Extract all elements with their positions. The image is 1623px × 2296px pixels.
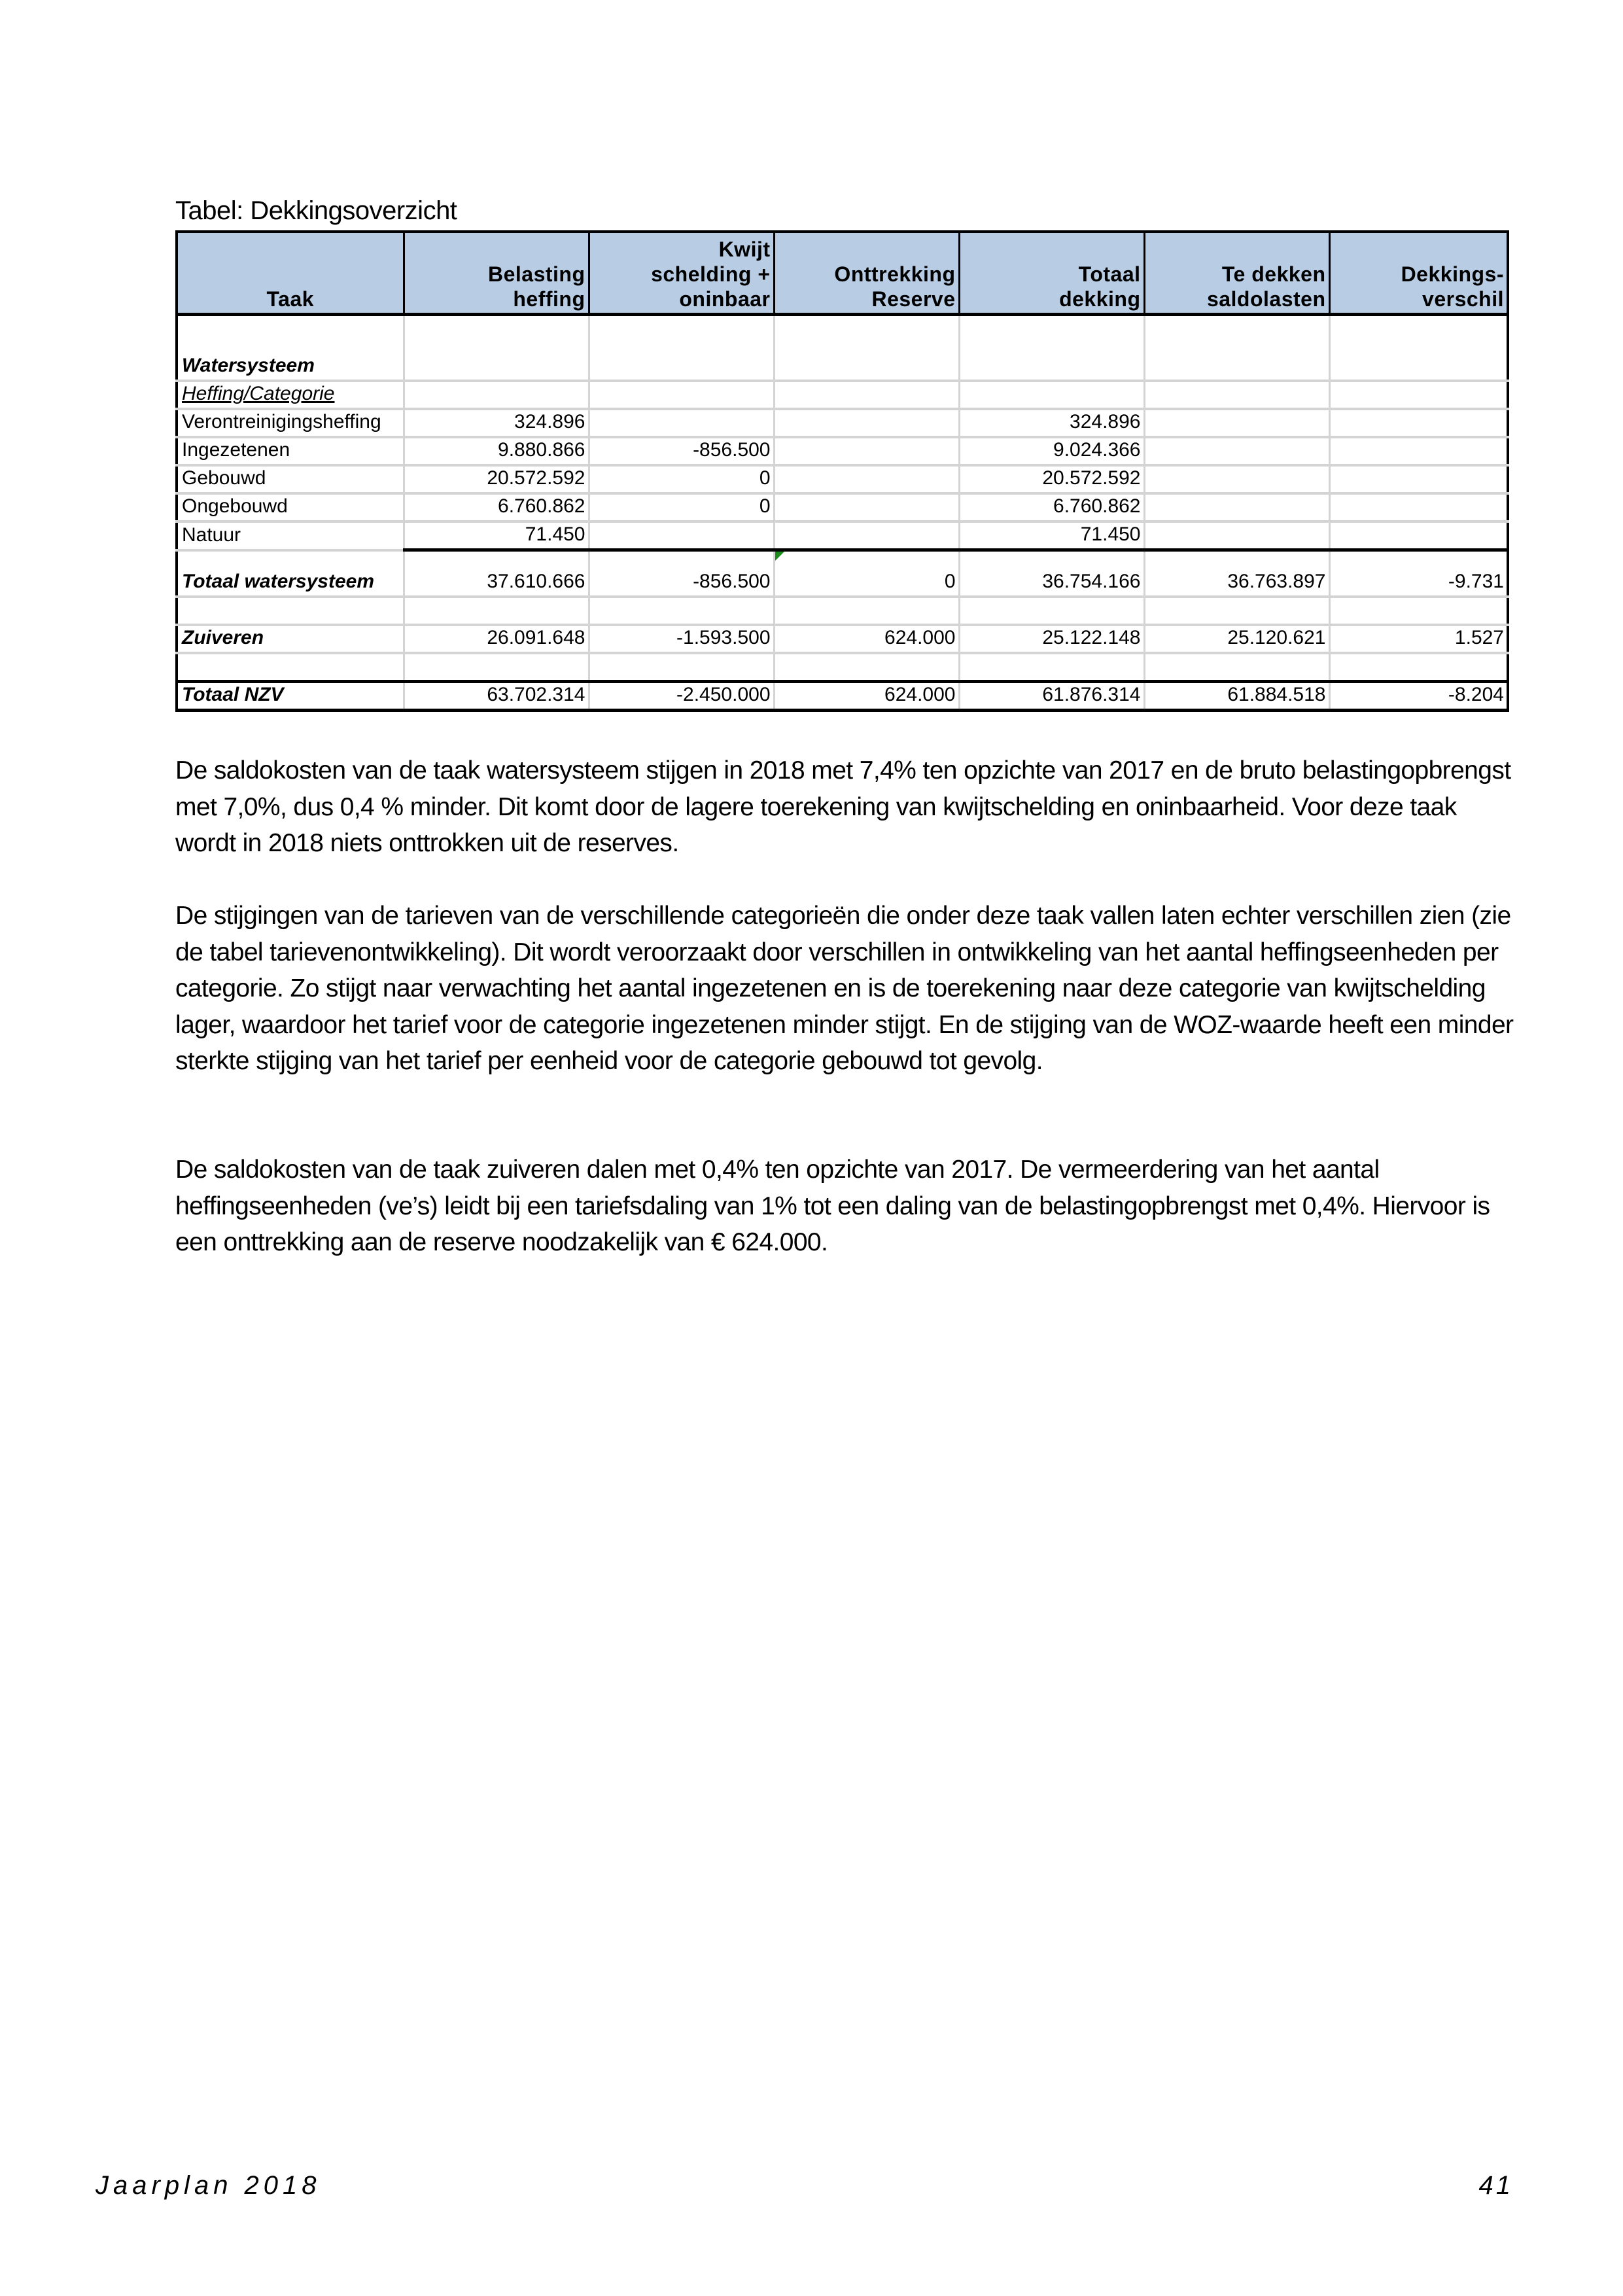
footer-title: Jaarplan 2018 (96, 2171, 321, 2200)
error-indicator-icon (775, 552, 784, 561)
section-row-watersysteem (177, 315, 1508, 381)
header-dekkingsverschil: Dekkings- verschil (1329, 232, 1508, 315)
header-taak: Taak (177, 232, 404, 315)
table-caption: Tabel: Dekkingsoverzicht (175, 196, 457, 225)
row-zuiveren: Zuiveren 26.091.648 -1.593.500 624.000 25.122.148 25.120.621 1.527 (177, 625, 1508, 653)
total-row-watersysteem: Totaal watersysteem 37.610.666 -856.500 0 36.754.166 36.763.897 -9.731 (177, 550, 1508, 597)
table-row: Ongebouwd 6.760.862 0 6.760.862 (177, 493, 1508, 521)
header-belasting: Belasting heffing (404, 232, 589, 315)
table-row: Gebouwd 20.572.592 0 20.572.592 (177, 465, 1508, 493)
header-totaal-dekking: Totaal dekking (959, 232, 1144, 315)
table-row: Verontreinigingsheffing 324.896 324.896 (177, 409, 1508, 437)
total-row-nzv: Totaal NZV 63.702.314 -2.450.000 624.000 61.876.314 61.884.518 -8.204 (177, 682, 1508, 711)
onttrekking-cell-with-error-indicator: 0 (774, 550, 959, 597)
section-label: Watersysteem (177, 315, 404, 381)
paragraph-zuiveren: De saldokosten van de taak zuiveren dalen met 0,4% ten opzichte van 2017. De vermeerdering van het aantal heffingseenheden (ve’s) leidt bij een tariefsdaling van 1% tot een daling van de belastingopbrengst met 0,4%. Hiervoor is een onttrekking aan de reserve noodzakelijk van € 624.000. (175, 1156, 1490, 1256)
paragraph-watersysteem: De saldokosten van de taak watersysteem stijgen in 2018 met 7,4% ten opzichte van 2017 en de bruto belastingopbrengst met 7,0%, dus 0,4 % minder. Dit komt door de lagere toerekening van kwijtschelding en oninbaarheid. Voor deze taak wordt in 2018 niets onttrokken uit de reserves. (175, 756, 1511, 857)
page-number: 41 (1478, 2171, 1513, 2200)
coverage-table (175, 230, 1509, 712)
paragraph-tarieven: De stijgingen van de tarieven van de verschillende categorieën die onder deze taak vallen laten echter verschillen zien (zie de tabel tarievenontwikkeling). Dit wordt veroorzaakt door verschillen in ontwikkeling van het aantal heffingseenheden per categorie. Zo stijgt naar verwachting het aantal ingezetenen en is de toerekening naar deze categorie van kwijtschelding lager, waardoor het tarief voor de categorie ingezetenen minder stijgt. En de stijging van de WOZ-waarde heeft een minder sterkte stijging van het tarief per eenheid voor de categorie gebouwd tot gevolg. (175, 902, 1514, 1075)
spacer-row (177, 597, 1508, 625)
subheader-row (177, 381, 1508, 409)
table-row: Ingezetenen 9.880.866 -856.500 9.024.366 (177, 437, 1508, 465)
subheader-label: Heffing/Categorie (177, 381, 404, 409)
spacer-row (177, 653, 1508, 682)
table-header-row (177, 232, 1508, 315)
header-te-dekken: Te dekken saldolasten (1144, 232, 1329, 315)
header-kwijtschelding: Kwijt schelding + oninbaar (589, 232, 774, 315)
table-row: Natuur 71.450 71.450 (177, 521, 1508, 550)
header-onttrekking: Onttrekking Reserve (774, 232, 959, 315)
